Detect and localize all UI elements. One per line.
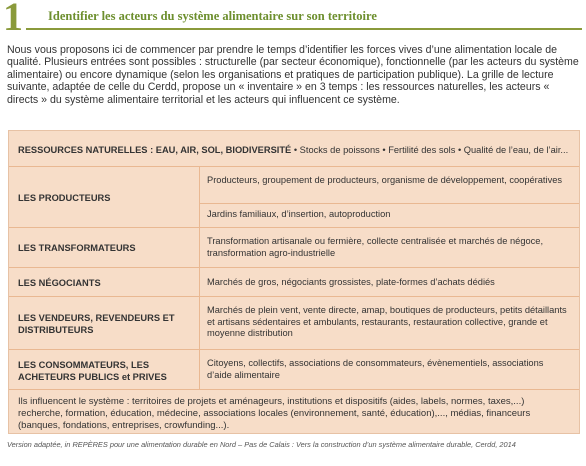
intro-paragraph: Nous vous proposons ici de commencer par prendre le temps d’identifier les forces vives d’une alimentation locale de qualité. Plusieurs entrées sont possibles : structurelle (par secteur économique), fonctionnelle (par les acteurs du système alimentaire) ou encore dynamique (selon les organisations et pratiques de participation publique). La grille de lecture suivante, adaptée de celle du Cerdd, propose un « inventaire » en 3 temps : les ressources naturelles, les acteurs « directs » du système alimentaire territorial et les acteurs qui influencent ce système.: [7, 44, 579, 106]
actors-table: [8, 130, 580, 434]
title-bar: [26, 8, 582, 30]
influencers-row: [9, 389, 579, 433]
row-value: Marchés de gros, négociants grossistes, plate-formes d’achats dédiés: [207, 277, 495, 287]
row-label: LES TRANSFORMATEURS: [18, 243, 136, 253]
row-label: LES VENDEURS, REVENDEURS ET DISTRIBUTEURS: [18, 313, 175, 335]
row-label: LES CONSOMMATEURS, LES ACHETEURS PUBLICS et PRIVES: [18, 360, 167, 382]
resources-row: [9, 131, 579, 166]
influencers-text: Ils influencent le système : territoires de projets et aménageurs, institutions et dispositifs (aides, labels, normes, taxes,...) recherche, formation, éducation, médecine, associations locales (environnement, santé, éducation),..., médias, financeurs (banques, fondations, entreprises, crowfunding...).: [18, 396, 531, 431]
row-value: Jardins familiaux, d’insertion, autoproduction: [207, 209, 391, 219]
table-row: [9, 349, 579, 389]
row-label: LES PRODUCTEURS: [18, 193, 111, 203]
resources-items: • Stocks de poissons • Fertilité des sols • Qualité de l’eau, de l’air...: [291, 145, 569, 155]
table-row: [9, 296, 579, 349]
sub-divider: [199, 203, 579, 204]
column-divider: [199, 167, 200, 228]
column-divider: [199, 268, 200, 297]
source-caption: Version adaptée, in REPÈRES pour une alimentation durable en Nord – Pas de Calais : Vers la construction d’un système alimentaire durable, Cerdd, 2014: [7, 440, 516, 449]
row-value: Citoyens, collectifs, associations de consommateurs, évènementiels, associations d’aide alimentaire: [207, 358, 544, 380]
row-value: Marchés de plein vent, vente directe, amap, boutiques de producteurs, petits détaillants et artisans sédentaires et ambulants, restaurants, restauration collective, grande et moyenne distribution: [207, 305, 567, 338]
column-divider: [199, 297, 200, 350]
column-divider: [199, 228, 200, 268]
table-row: [9, 227, 579, 267]
step-number: 1: [3, 0, 23, 39]
row-value: Transformation artisanale ou fermière, collecte centralisée et marchés de négoce, transformation agro-industrielle: [207, 236, 544, 258]
table-row: [9, 166, 579, 227]
row-label: LES NÉGOCIANTS: [18, 278, 101, 288]
column-divider: [199, 350, 200, 390]
section-title: Identifier les acteurs du système alimentaire sur son territoire: [48, 9, 377, 23]
table-row: [9, 267, 579, 296]
section-header: [0, 0, 586, 39]
row-value: Producteurs, groupement de producteurs, organisme de développement, coopératives: [207, 175, 563, 185]
resources-label: RESSOURCES NATURELLES : EAU, AIR, SOL, BIODIVERSITÉ: [18, 145, 292, 155]
resources-line: [18, 145, 568, 155]
